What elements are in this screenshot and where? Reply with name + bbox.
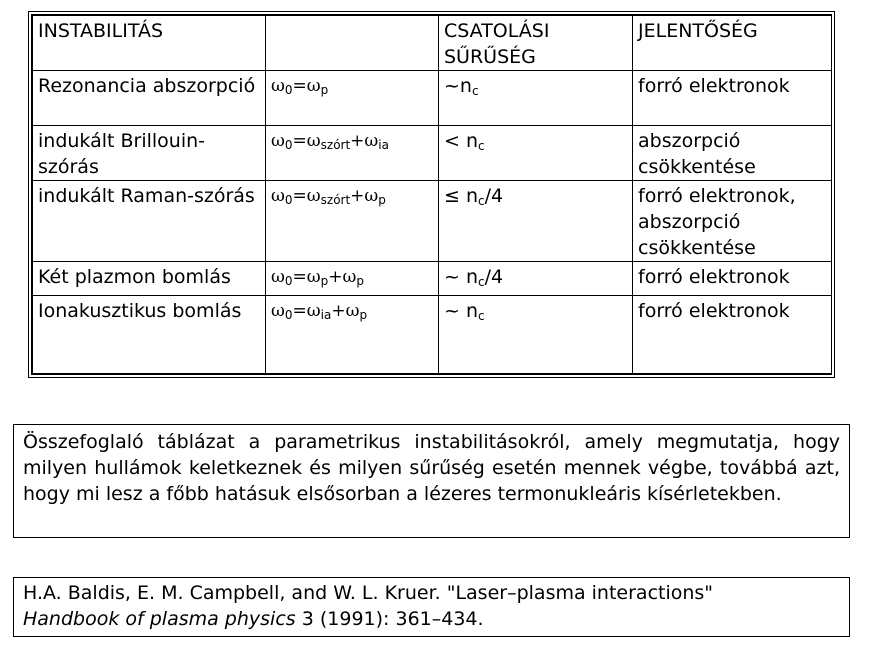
reference-authors-title: H.A. Baldis, E. M. Campbell, and W. L. Kruer. "Laser–plasma interactions" bbox=[23, 582, 714, 604]
table-row bbox=[33, 181, 832, 262]
reference-box bbox=[13, 577, 850, 637]
header-formula bbox=[266, 16, 439, 71]
instability-name-cell: Rezonancia abszorpció bbox=[33, 71, 266, 126]
summary-box bbox=[13, 424, 850, 538]
significance-cell: forró elektronok, abszorpció csökkentése bbox=[633, 181, 832, 262]
coupling-density-cell: ~ $n_c/4$ bbox=[439, 262, 633, 296]
significance-cell: forró elektronok bbox=[633, 71, 832, 126]
table-row bbox=[33, 296, 832, 374]
header-coupling-density: CSATOLÁSI SŰRŰSÉG bbox=[439, 16, 633, 71]
significance-cell: forró elektronok bbox=[633, 296, 832, 374]
table-row bbox=[33, 126, 832, 181]
reference-details: 3 (1991): 361–434. bbox=[295, 608, 484, 630]
instability-name-cell: Ionakusztikus bomlás bbox=[33, 296, 266, 374]
instability-table bbox=[32, 15, 832, 374]
header-significance: JELENTŐSÉG bbox=[633, 16, 832, 71]
coupling-density-cell: < $n_c$ bbox=[439, 126, 633, 181]
table-header-row bbox=[33, 16, 832, 71]
frequency-condition-cell: $\omega_0=\omega_{szórt}+\omega_{ia}$ bbox=[266, 126, 439, 181]
frequency-condition-cell: $\omega_0=\omega_{szórt}+\omega_p$ bbox=[266, 181, 439, 262]
instability-name-cell: indukált Brillouin-szórás bbox=[33, 126, 266, 181]
coupling-density-cell: $\sim n_c$ bbox=[439, 71, 633, 126]
frequency-condition-cell: $\omega_0=\omega_p$ bbox=[266, 71, 439, 126]
instability-table-frame bbox=[28, 11, 835, 378]
summary-text: Összefoglaló táblázat a parametrikus instabilitásokról, amely megmutatja, hogy milyen hullámok keletkeznek és milyen sűrűség esetén mennek végbe, továbbá azt, hogy mi lesz a főbb hatásuk elsősorban a lézeres termonukleáris kísérletekben. bbox=[23, 431, 840, 505]
header-instability: INSTABILITÁS bbox=[33, 16, 266, 71]
instability-name-cell: indukált Raman-szórás bbox=[33, 181, 266, 262]
table-row bbox=[33, 71, 832, 126]
significance-cell: abszorpció csökkentése bbox=[633, 126, 832, 181]
table-row bbox=[33, 262, 832, 296]
instability-name-cell: Két plazmon bomlás bbox=[33, 262, 266, 296]
coupling-density-cell: ~ $n_c$ bbox=[439, 296, 633, 374]
frequency-condition-cell: $\omega_0=\omega_{ia}+\omega_p$ bbox=[266, 296, 439, 374]
frequency-condition-cell: $\omega_0=\omega_p+\omega_p$ bbox=[266, 262, 439, 296]
significance-cell: forró elektronok bbox=[633, 262, 832, 296]
reference-text bbox=[23, 580, 840, 632]
reference-journal: Handbook of plasma physics bbox=[23, 608, 296, 630]
coupling-density-cell: ≤ $n_c/4$ bbox=[439, 181, 633, 262]
